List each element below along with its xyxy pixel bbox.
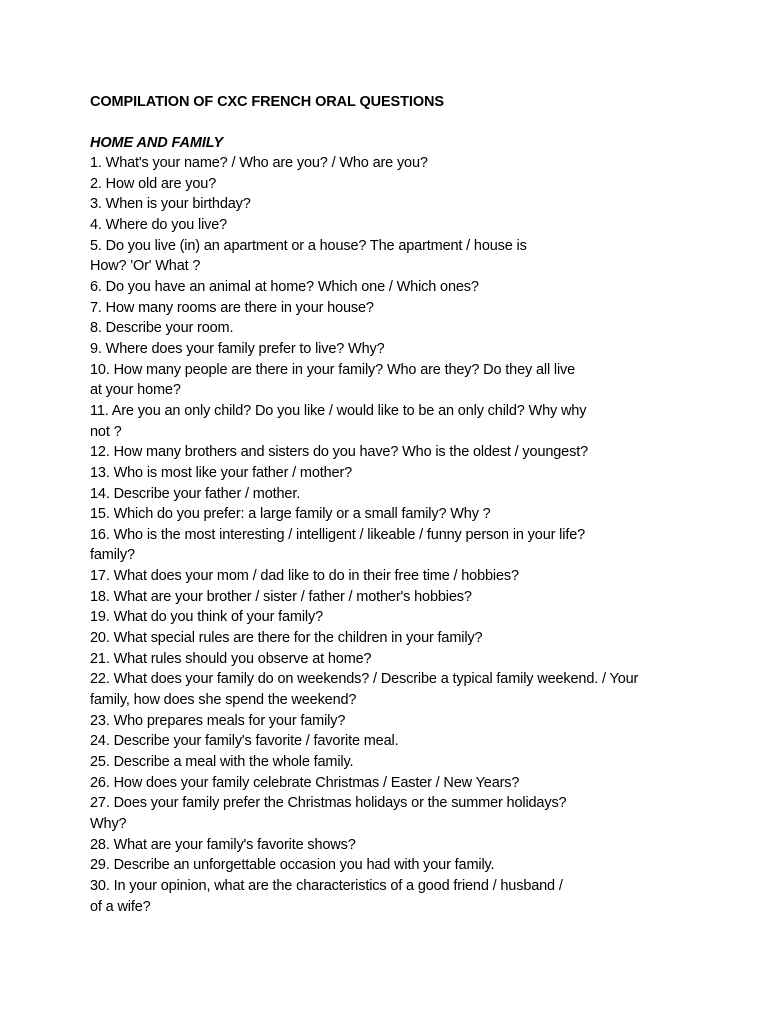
- question-line: 18. What are your brother / sister / father / mother's hobbies?: [90, 588, 472, 605]
- question-line: 11. Are you an only child? Do you like / would like to be an only child? Why why: [90, 402, 587, 419]
- question-line: 22. What does your family do on weekends? / Describe a typical family weekend. / Your: [90, 671, 639, 688]
- question-line: 7. How many rooms are there in your house?: [90, 299, 374, 316]
- question-line: 4. Where do you live?: [90, 216, 228, 233]
- question-line: 30. In your opinion, what are the characteristics of a good friend / husband /: [90, 877, 563, 894]
- question-line: at your home?: [90, 382, 181, 399]
- question-line: 27. Does your family prefer the Christmas holidays or the summer holidays?: [90, 795, 567, 812]
- question-line: 17. What does your mom / dad like to do in their free time / hobbies?: [90, 568, 519, 585]
- section-heading-home-and-family: HOME AND FAMILY: [90, 135, 224, 151]
- question-line: 14. Describe your father / mother.: [90, 485, 301, 502]
- question-line: family, how does she spend the weekend?: [90, 692, 357, 709]
- question-line: 19. What do you think of your family?: [90, 609, 324, 626]
- question-line: 28. What are your family's favorite shows?: [90, 836, 356, 853]
- question-line: 26. How does your family celebrate Christmas / Easter / New Years?: [90, 774, 520, 791]
- question-line: 16. Who is the most interesting / intelligent / likeable / funny person in your life?: [90, 526, 586, 543]
- question-line: family?: [90, 547, 135, 564]
- question-line: 21. What rules should you observe at home?: [90, 650, 372, 667]
- document-title: COMPILATION OF CXC FRENCH ORAL QUESTIONS: [90, 94, 444, 110]
- question-line: 1. What's your name? / Who are you? / Who are you?: [90, 155, 428, 171]
- question-line: of a wife?: [90, 898, 151, 915]
- question-line: 15. Which do you prefer: a large family or a small family? Why ?: [90, 506, 491, 523]
- question-line: 20. What special rules are there for the children in your family?: [90, 630, 483, 647]
- question-line: 5. Do you live (in) an apartment or a house? The apartment / house is: [90, 237, 527, 254]
- question-line: 23. Who prepares meals for your family?: [90, 712, 346, 729]
- question-line: 6. Do you have an animal at home? Which one / Which ones?: [90, 278, 479, 295]
- question-line: 10. How many people are there in your family? Who are they? Do they all live: [90, 361, 576, 378]
- question-line: 8. Describe your room.: [90, 320, 234, 337]
- question-line: 9. Where does your family prefer to live? Why?: [90, 340, 385, 357]
- question-line: 13. Who is most like your father / mother?: [90, 464, 353, 481]
- question-line: 29. Describe an unforgettable occasion you had with your family.: [90, 857, 495, 874]
- question-list: [90, 153, 690, 917]
- question-line: Why?: [90, 816, 127, 832]
- document-body: [90, 92, 690, 917]
- question-line: not ?: [90, 423, 122, 440]
- question-line: How? 'Or' What ?: [90, 258, 201, 275]
- question-line: 25. Describe a meal with the whole family.: [90, 754, 354, 771]
- question-line: 3. When is your birthday?: [90, 196, 251, 213]
- question-line: 24. Describe your family's favorite / favorite meal.: [90, 733, 399, 750]
- question-line: 12. How many brothers and sisters do you have? Who is the oldest / youngest?: [90, 444, 588, 461]
- question-line: 2. How old are you?: [90, 175, 217, 192]
